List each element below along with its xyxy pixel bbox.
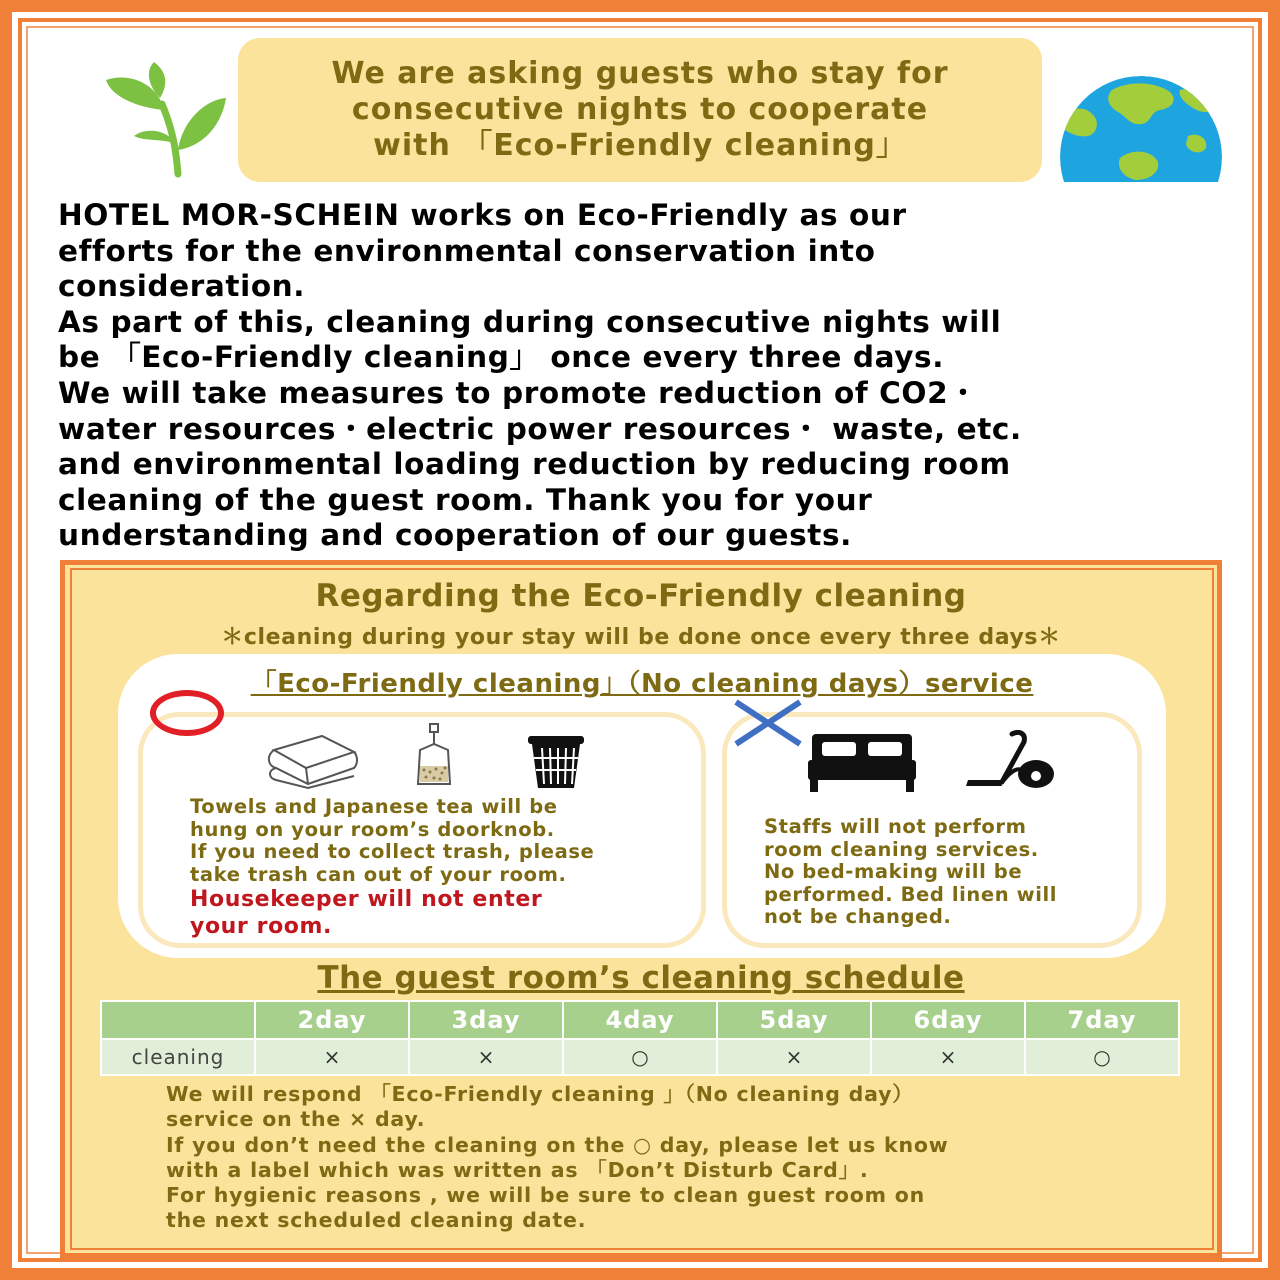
- intro-line: We will take measures to promote reduction of CO2・: [58, 375, 979, 410]
- provided-line: take trash can out of your room.: [190, 862, 567, 886]
- note-line: We will respond 「Eco-Friendly cleaning 」（No cleaning day）: [166, 1082, 914, 1106]
- schedule-day-header: 6day: [871, 1001, 1025, 1039]
- globe-icon: [1060, 76, 1222, 182]
- schedule-mark: ×: [255, 1039, 409, 1075]
- provided-description: [190, 796, 594, 886]
- schedule-row-label: cleaning: [101, 1039, 255, 1075]
- intro-line: understanding and cooperation of our guests.: [58, 518, 852, 553]
- schedule-day-header: 5day: [717, 1001, 871, 1039]
- intro-line: As part of this, cleaning during consecutive nights will: [58, 304, 1002, 339]
- note-line: service on the × day.: [166, 1107, 426, 1132]
- towel-icon: [264, 730, 360, 790]
- intro-line: efforts for the environmental conservation into: [58, 233, 876, 268]
- not-provided-line: Staffs will not perform: [764, 815, 1027, 838]
- schedule-mark: ×: [717, 1039, 871, 1075]
- not-provided-line: performed. Bed linen will: [764, 882, 1058, 906]
- vacuum-icon: [964, 730, 1058, 790]
- schedule-title: The guest room’s cleaning schedule: [317, 960, 965, 996]
- note-line: with a label which was written as 「Don’t Disturb Card」.: [166, 1157, 869, 1182]
- banner-line: with 「Eco-Friendly cleaning」: [373, 128, 907, 163]
- tea-bag-icon: [410, 722, 462, 788]
- schedule-day-header: 7day: [1025, 1001, 1179, 1039]
- schedule-header-blank: [101, 1001, 255, 1039]
- intro-line: be 「Eco-Friendly cleaning」 once every three days.: [58, 340, 944, 375]
- service-title: 「Eco-Friendly cleaning」（No cleaning days）service: [250, 669, 1034, 699]
- warning-line: your room.: [190, 914, 332, 939]
- not-provided-line: room cleaning services.: [764, 837, 1039, 861]
- warning-line: Housekeeper will not enter: [190, 887, 543, 912]
- not-provided-line: No bed-making will be: [764, 860, 1023, 883]
- circle-mark-icon: [150, 690, 224, 736]
- intro-line: consideration.: [58, 269, 306, 304]
- provided-line: Towels and Japanese tea will be: [190, 795, 558, 818]
- note-line: the next scheduled cleaning date.: [166, 1208, 587, 1233]
- provided-line: If you need to collect trash, please: [190, 840, 595, 863]
- header-banner: [238, 38, 1042, 182]
- schedule-mark: ○: [1025, 1039, 1179, 1075]
- note-line: If you don’t need the cleaning on the ○ day, please let us know: [166, 1132, 949, 1157]
- intro-line: HOTEL MOR-SCHEIN works on Eco-Friendly as our: [58, 198, 907, 232]
- section-title: Regarding the Eco-Friendly cleaning: [315, 578, 967, 614]
- schedule-day-header: 2day: [255, 1001, 409, 1039]
- intro-line: and environmental loading reduction by reducing room: [58, 447, 1011, 482]
- schedule-day-header: 3day: [409, 1001, 563, 1039]
- intro-paragraph: [58, 198, 1258, 554]
- schedule-table: [100, 1000, 1180, 1076]
- note-line: For hygienic reasons , we will be sure to clean guest room on: [166, 1183, 925, 1208]
- leaf-icon: [100, 58, 230, 178]
- schedule-cleaning-row: [101, 1039, 1179, 1075]
- housekeeper-warning: [190, 886, 542, 940]
- banner-line: We are asking guests who stay for: [331, 56, 949, 91]
- bed-icon: [806, 730, 918, 792]
- schedule-day-header: 4day: [563, 1001, 717, 1039]
- section-subtitle: ＊cleaning during your stay will be done once every three days＊: [221, 625, 1061, 650]
- schedule-mark: ×: [409, 1039, 563, 1075]
- schedule-notes: [166, 1082, 949, 1234]
- not-provided-description: [764, 816, 1057, 929]
- trash-can-icon: [524, 734, 588, 790]
- intro-line: water resources・electric power resources・ waste, etc.: [58, 411, 1022, 446]
- schedule-mark: ×: [871, 1039, 1025, 1075]
- cross-mark-icon: [732, 698, 804, 748]
- schedule-header-row: [101, 1001, 1179, 1039]
- not-provided-line: not be changed.: [764, 905, 952, 928]
- provided-line: hung on your room’s doorknob.: [190, 817, 555, 841]
- intro-line: cleaning of the guest room. Thank you for your: [58, 482, 873, 517]
- banner-line: consecutive nights to cooperate: [351, 92, 929, 127]
- schedule-mark: ○: [563, 1039, 717, 1075]
